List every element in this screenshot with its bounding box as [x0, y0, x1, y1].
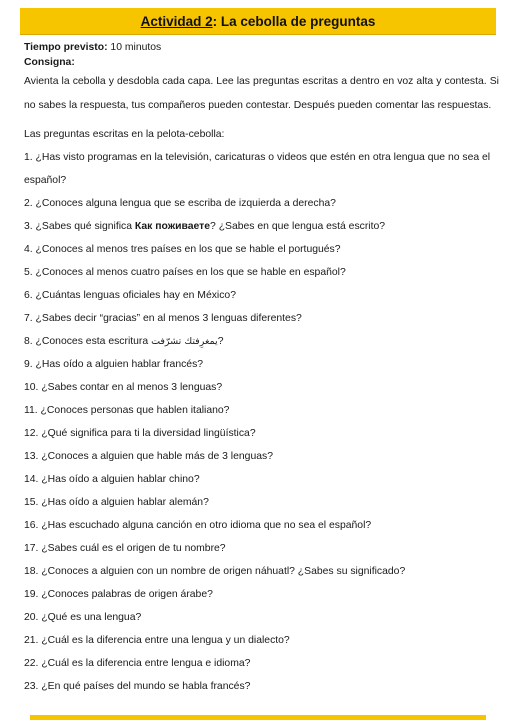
- question-5: 5. ¿Conoces al menos cuatro países en los que se hable en español?: [24, 267, 346, 278]
- instruction-text: Avienta la cebolla y desdobla cada capa. Lee las preguntas escritas a dentro en voz alta y contesta. Si no sabes la respuesta, tus compañeros pueden contestar. Después pueden comentar las respuestas.: [24, 76, 499, 111]
- questions-intro: Las preguntas escritas en la pelota-cebolla:: [24, 129, 225, 140]
- question-2: 2. ¿Conoces alguna lengua que se escriba de izquierda a derecha?: [24, 198, 336, 209]
- questions-list: [24, 146, 499, 698]
- question-3-russian: Как поживаете: [134, 221, 211, 232]
- question-8-arabic: يمغرِفتك تشرّفت: [151, 336, 218, 347]
- question-10: 10. ¿Sabes contar en al menos 3 lenguas?: [24, 382, 223, 393]
- page-title: [141, 14, 376, 29]
- question-9: 9. ¿Has oído a alguien hablar francés?: [24, 359, 204, 370]
- question-8-tail: ?: [217, 336, 224, 347]
- question-12: 12. ¿Qué significa para ti la diversidad lingüística?: [24, 428, 256, 439]
- question-11: 11. ¿Conoces personas que hablen italiano?: [24, 405, 230, 416]
- instruction-label: Consigna:: [24, 57, 75, 68]
- bottom-accent-bar: [30, 715, 486, 720]
- question-4: 4. ¿Conoces al menos tres países en los que se hable el portugués?: [24, 244, 341, 255]
- title-bar: [20, 8, 496, 35]
- question-3-head: 3. ¿Sabes qué significa: [24, 221, 135, 232]
- question-20: 20. ¿Qué es una lengua?: [24, 612, 142, 623]
- time-label: Tiempo previsto:: [24, 42, 108, 53]
- question-3: [24, 215, 499, 238]
- question-16: 16. ¿Has escuchado alguna canción en otro idioma que no sea el español?: [24, 520, 372, 531]
- time-line: [24, 40, 499, 55]
- question-13: 13. ¿Conoces a alguien que hable más de 3 lenguas?: [24, 451, 273, 462]
- activity-title: : La cebolla de preguntas: [212, 13, 376, 29]
- question-21: 21. ¿Cuál es la diferencia entre una lengua y un dialecto?: [24, 635, 290, 646]
- content-area: [24, 40, 499, 698]
- time-value: 10 minutos: [107, 42, 162, 53]
- question-19: 19. ¿Conoces palabras de origen árabe?: [24, 589, 213, 600]
- question-8: [24, 330, 499, 353]
- instruction-label-line: [24, 55, 499, 70]
- question-17: 17. ¿Sabes cuál es el origen de tu nombre?: [24, 543, 226, 554]
- question-8-head: 8. ¿Conoces esta escritura: [24, 336, 152, 347]
- question-18: 18. ¿Conoces a alguien con un nombre de origen náhuatl? ¿Sabes su significado?: [24, 566, 406, 577]
- question-7: 7. ¿Sabes decir “gracias” en al menos 3 lenguas diferentes?: [24, 313, 302, 324]
- question-6: 6. ¿Cuántas lenguas oficiales hay en México?: [24, 290, 236, 301]
- question-23: 23. ¿En qué países del mundo se habla francés?: [24, 681, 251, 692]
- activity-number: Actividad 2: [140, 13, 213, 29]
- question-14: 14. ¿Has oído a alguien hablar chino?: [24, 474, 200, 485]
- question-15: 15. ¿Has oído a alguien hablar alemán?: [24, 497, 209, 508]
- question-22: 22. ¿Cuál es la diferencia entre lengua e idioma?: [24, 658, 251, 669]
- question-1: 1. ¿Has visto programas en la televisión, caricaturas o videos que estén en otra lengua que no sea el español?: [24, 152, 491, 186]
- question-3-tail: ? ¿Sabes en que lengua está escrito?: [210, 221, 386, 232]
